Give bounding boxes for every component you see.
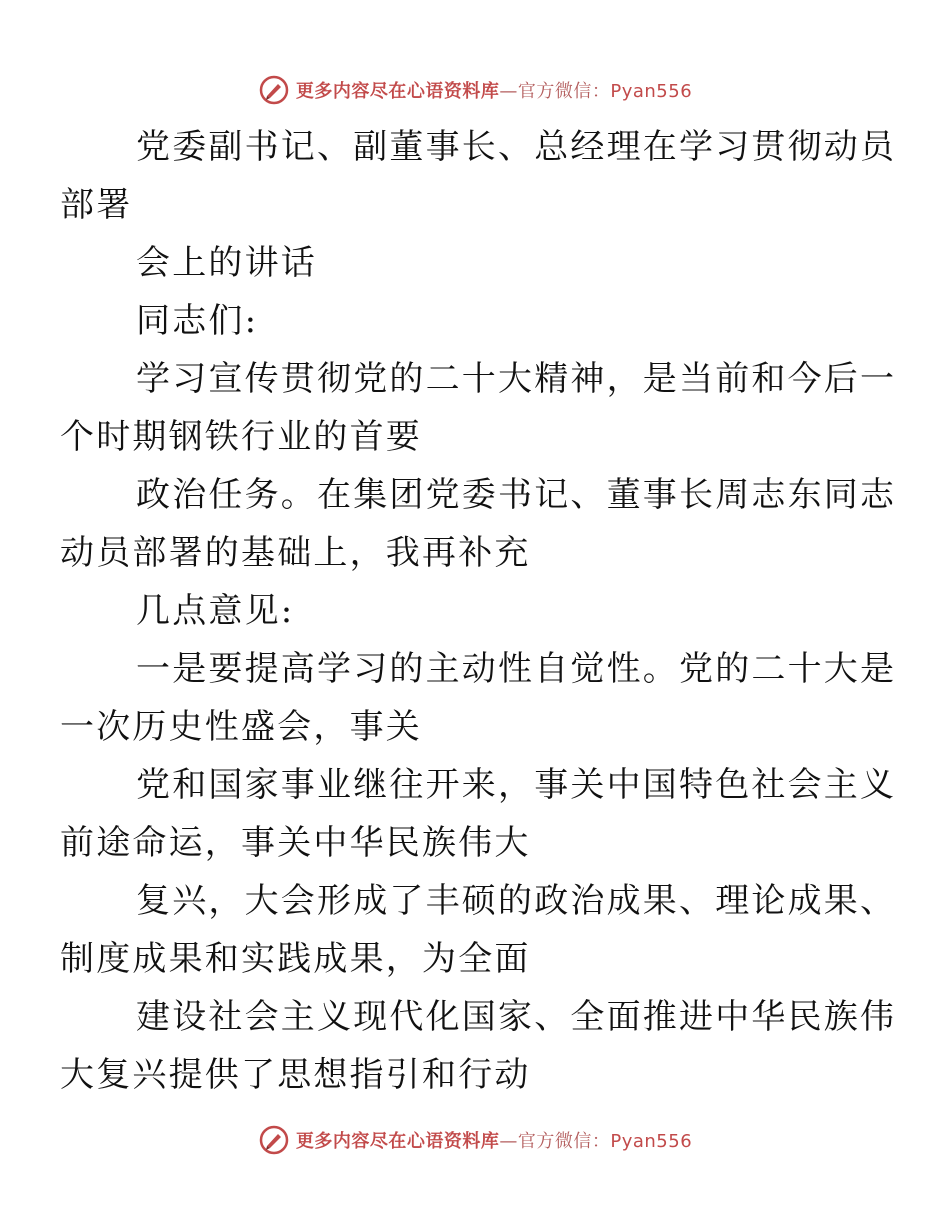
paragraph-line: 建设社会主义现代化国家、全面推进中华民族伟: [136, 997, 897, 1037]
document-body: [60, 118, 897, 1104]
paragraph-line: 复兴，大会形成了丰硕的政治成果、理论成果、: [136, 881, 897, 921]
paragraph-5: [60, 466, 897, 582]
paragraph-line: 几点意见:: [136, 591, 295, 631]
banner-wechat-id: Pyan556: [610, 1131, 693, 1152]
footer-banner: [0, 1120, 950, 1160]
paragraph-line: 制度成果和实践成果，为全面: [60, 939, 531, 979]
paragraph-line: 同志们:: [136, 301, 259, 341]
banner-wechat-label: 官方微信：: [517, 1131, 611, 1152]
paragraph-line: 部署: [60, 185, 133, 225]
paragraph-line: 党和国家事业继往开来，事关中国特色社会主义: [136, 765, 897, 805]
paragraph-line: 会上的讲话: [136, 243, 317, 283]
header-banner: [0, 70, 950, 110]
paragraph-4: [60, 350, 897, 466]
pen-logo-icon: [258, 74, 290, 106]
paragraph-line: 一次历史性盛会，事关: [60, 707, 422, 747]
banner-dash: —: [499, 81, 518, 102]
header-banner-text: [296, 77, 692, 103]
footer-banner-text: [296, 1127, 692, 1153]
banner-dash: —: [499, 1131, 518, 1152]
paragraph-6: [98, 582, 858, 640]
paragraph-line: 党委副书记、副董事长、总经理在学习贯彻动员: [136, 127, 897, 167]
paragraph-line: 大复兴提供了思想指引和行动: [60, 1055, 531, 1095]
paragraph-7: [60, 640, 897, 756]
banner-wechat-id: Pyan556: [610, 81, 693, 102]
paragraph-line: 政治任务。在集团党委书记、董事长周志东同志: [136, 475, 897, 515]
paragraph-line: 一是要提高学习的主动性自觉性。党的二十大是: [136, 649, 897, 689]
paragraph-8: [60, 756, 897, 872]
paragraph-line: 动员部署的基础上，我再补充: [60, 533, 531, 573]
paragraph-line: 学习宣传贯彻党的二十大精神，是当前和今后一: [136, 359, 897, 399]
paragraph-line: 个时期钢铁行业的首要: [60, 417, 422, 457]
paragraph-9: [60, 872, 897, 988]
paragraph-1: [60, 118, 897, 234]
paragraph-2: [98, 234, 858, 292]
pen-logo-icon: [258, 1124, 290, 1156]
banner-lead: 更多内容尽在心语资料库: [295, 81, 500, 102]
paragraph-3: [98, 292, 858, 350]
paragraph-10: [60, 988, 897, 1104]
paragraph-line: 前途命运，事关中华民族伟大: [60, 823, 531, 863]
banner-lead: 更多内容尽在心语资料库: [295, 1131, 500, 1152]
banner-wechat-label: 官方微信：: [517, 81, 611, 102]
